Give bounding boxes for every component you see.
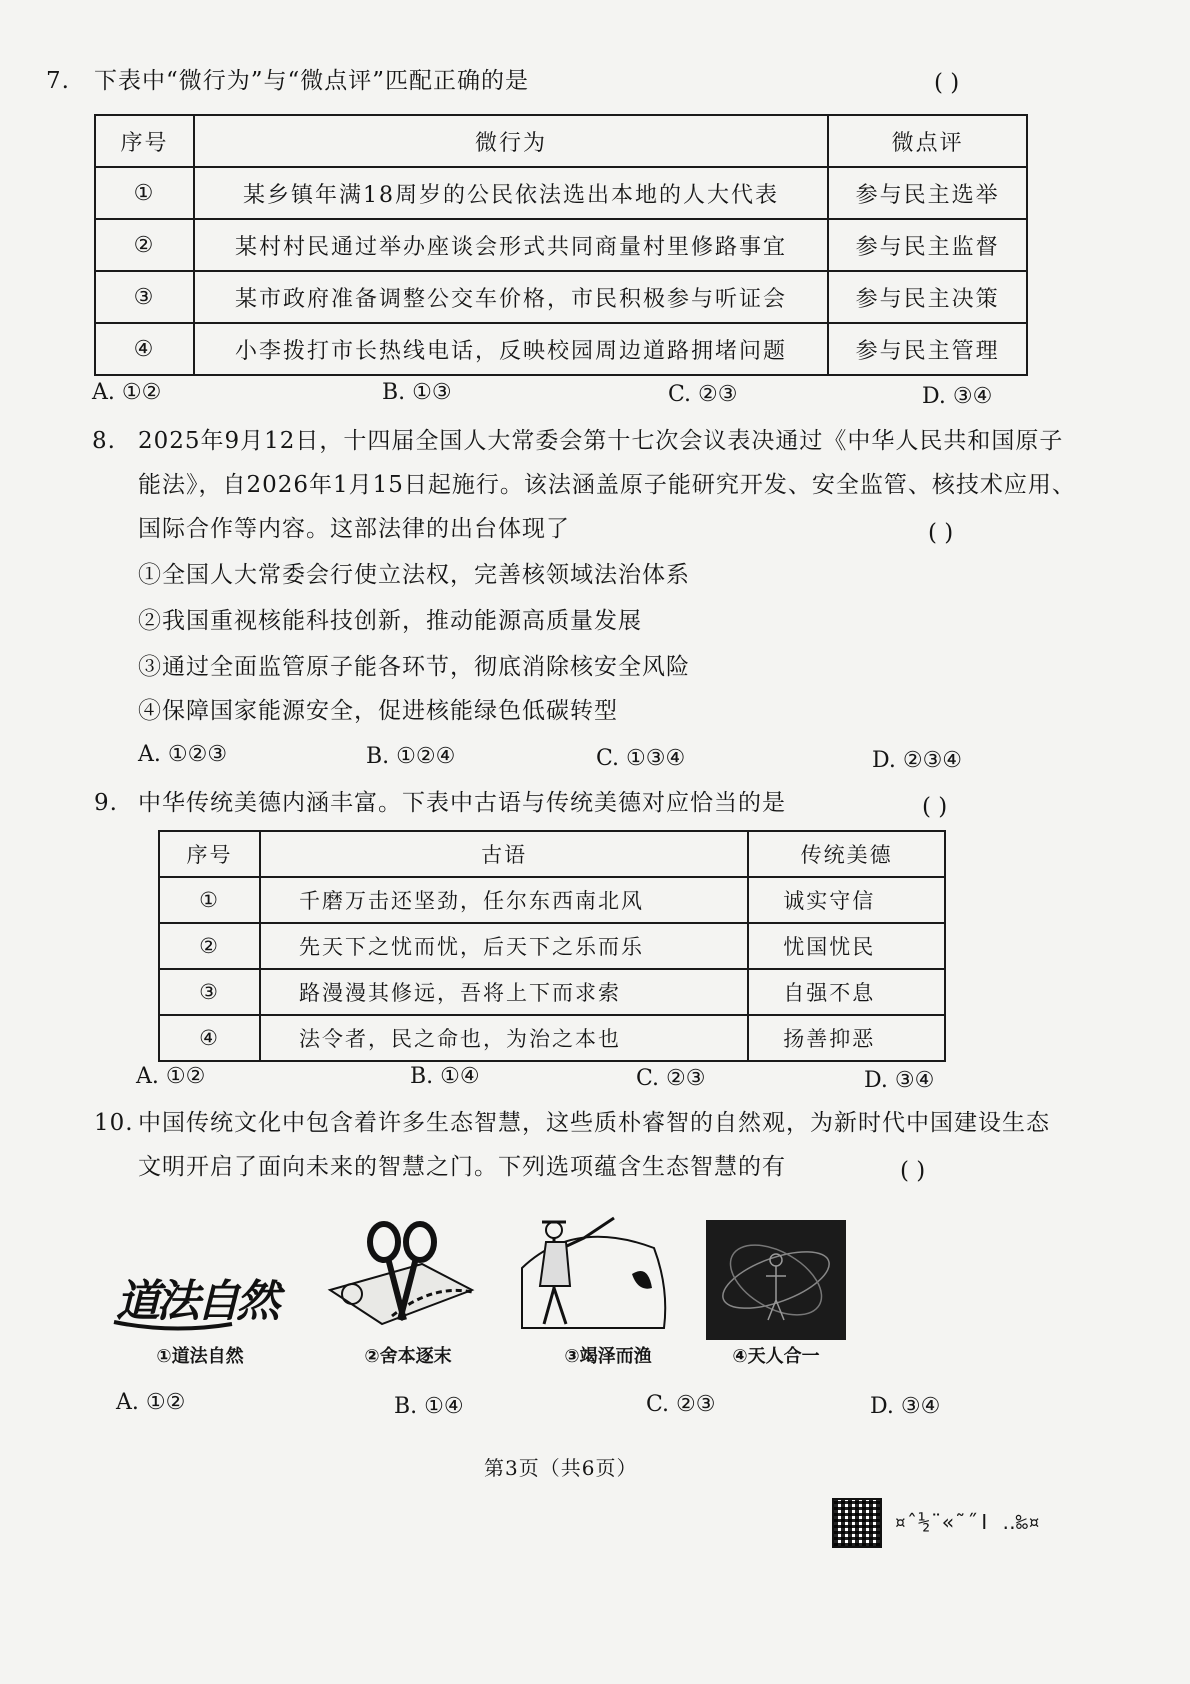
q8-statement-2: ②我国重视核能科技创新，推动能源高质量发展 — [138, 608, 642, 634]
q10-answer-paren: ( ) — [900, 1158, 926, 1184]
figure-dark-square-image — [706, 1220, 846, 1340]
table-cell: ④ — [95, 323, 194, 375]
q7-answer-paren: ( ) — [934, 70, 960, 96]
table-header-cell: 微点评 — [828, 115, 1027, 167]
figure-caption-2: ②舍本逐末 — [364, 1346, 452, 1367]
q8-option-a[interactable]: A. ①②③ — [138, 742, 228, 767]
table-cell: 参与民主决策 — [828, 271, 1027, 323]
table-cell: 扬善抑恶 — [748, 1015, 945, 1061]
q7-table — [94, 114, 1028, 376]
table-cell: 法令者，民之命也，为治之本也 — [260, 1015, 748, 1061]
table-row — [159, 923, 945, 969]
table-header-row — [159, 831, 945, 877]
q8-statement-1: ①全国人大常委会行使立法权，完善核领域法治体系 — [138, 562, 690, 588]
table-cell: 自强不息 — [748, 969, 945, 1015]
q9-option-c[interactable]: C. ②③ — [636, 1066, 706, 1091]
q10-number: 10. — [94, 1110, 134, 1136]
figure-caption-3: ③竭泽而渔 — [564, 1346, 652, 1367]
q9-option-b[interactable]: B. ①④ — [410, 1064, 480, 1089]
table-cell: 路漫漫其修远，吾将上下而求索 — [260, 969, 748, 1015]
figure-fisherman-image — [514, 1208, 674, 1340]
table-row — [159, 969, 945, 1015]
table-cell: ② — [159, 923, 260, 969]
table-cell: 小李拨打市长热线电话，反映校园周边道路拥堵问题 — [194, 323, 828, 375]
q8-number: 8. — [92, 428, 116, 454]
table-header-cell: 微行为 — [194, 115, 828, 167]
table-row — [159, 1015, 945, 1061]
table-cell: 参与民主监督 — [828, 219, 1027, 271]
q9-option-a[interactable]: A. ①② — [136, 1064, 206, 1089]
table-cell: 先天下之忧而忧，后天下之乐而乐 — [260, 923, 748, 969]
table-cell: ③ — [95, 271, 194, 323]
q7-stem: 下表中“微行为”与“微点评”匹配正确的是 — [94, 68, 530, 94]
table-cell: 某乡镇年满18周岁的公民依法选出本地的人大代表 — [194, 167, 828, 219]
calligraphy-image — [112, 1262, 288, 1336]
cosmos-image — [706, 1220, 846, 1340]
figure-scissors-image — [322, 1220, 482, 1340]
table-cell: 千磨万击还坚劲，任尔东西南北风 — [260, 877, 748, 923]
q10-option-a[interactable]: A. ①② — [116, 1390, 186, 1415]
table-cell: 参与民主选举 — [828, 167, 1027, 219]
q8-option-b[interactable]: B. ①②④ — [366, 744, 456, 769]
q8-option-c[interactable]: C. ①③④ — [596, 746, 686, 771]
table-cell: ③ — [159, 969, 260, 1015]
q7-option-d[interactable]: D. ③④ — [922, 384, 993, 409]
q7-number: 7. — [46, 68, 70, 94]
q9-number: 9. — [94, 790, 118, 816]
q10-option-d[interactable]: D. ③④ — [870, 1394, 941, 1419]
table-header-cell: 序号 — [95, 115, 194, 167]
table-header-row — [95, 115, 1027, 167]
table-cell: ① — [159, 877, 260, 923]
q8-stem-line-3: 国际合作等内容。这部法律的出台体现了 — [138, 516, 570, 542]
figure-caption-1: ①道法自然 — [156, 1346, 244, 1367]
calligraphy-text: 道法自然 — [116, 1276, 276, 1327]
q8-option-d[interactable]: D. ②③④ — [872, 748, 963, 773]
q9-stem: 中华传统美德内涵丰富。下表中古语与传统美德对应恰当的是 — [138, 790, 786, 816]
q9-table — [158, 830, 946, 1062]
q8-statement-3: ③通过全面监管原子能各环节，彻底消除核安全风险 — [138, 654, 690, 680]
figure-calligraphy-image — [112, 1262, 288, 1336]
table-cell: 诚实守信 — [748, 877, 945, 923]
table-header-cell: 序号 — [159, 831, 260, 877]
q8-stem-line-1: 2025年9月12日，十四届全国人大常委会第十七次会议表决通过《中华人民共和国原子 — [138, 428, 1064, 454]
qr-code-icon — [832, 1498, 882, 1548]
table-row — [95, 323, 1027, 375]
scissors-image — [322, 1220, 482, 1340]
table-cell: ④ — [159, 1015, 260, 1061]
table-cell: ① — [95, 167, 194, 219]
fisherman-image — [514, 1208, 674, 1340]
page-footer: 第3页（共6页） — [484, 1456, 638, 1480]
table-cell: 忧国忧民 — [748, 923, 945, 969]
table-cell: 某村村民通过举办座谈会形式共同商量村里修路事宜 — [194, 219, 828, 271]
table-row — [95, 271, 1027, 323]
q7-option-b[interactable]: B. ①③ — [382, 380, 452, 405]
q10-stem-line-1: 中国传统文化中包含着许多生态智慧，这些质朴睿智的自然观，为新时代中国建设生态 — [138, 1110, 1050, 1136]
table-row — [95, 219, 1027, 271]
table-cell: 参与民主管理 — [828, 323, 1027, 375]
corner-text: ¤ˆ½¨«˜˝ǀ ‥‰¤ — [894, 1510, 1040, 1534]
q8-stem-line-2: 能法》，自2026年1月15日起施行。该法涵盖原子能研究开发、安全监管、核技术应用、 — [138, 472, 1076, 498]
q8-answer-paren: ( ) — [928, 520, 954, 546]
table-row — [159, 877, 945, 923]
q7-option-a[interactable]: A. ①② — [92, 380, 162, 405]
table-cell: 某市政府准备调整公交车价格，市民积极参与听证会 — [194, 271, 828, 323]
q7-option-c[interactable]: C. ②③ — [668, 382, 738, 407]
table-header-cell: 古语 — [260, 831, 748, 877]
q9-answer-paren: ( ) — [922, 794, 948, 820]
q9-option-d[interactable]: D. ③④ — [864, 1068, 935, 1093]
table-header-cell: 传统美德 — [748, 831, 945, 877]
q8-statement-4: ④保障国家能源安全，促进核能绿色低碳转型 — [138, 698, 618, 724]
figure-caption-4: ④天人合一 — [732, 1346, 820, 1367]
q10-option-b[interactable]: B. ①④ — [394, 1394, 464, 1419]
table-row — [95, 167, 1027, 219]
table-cell: ② — [95, 219, 194, 271]
q10-option-c[interactable]: C. ②③ — [646, 1392, 716, 1417]
q10-stem-line-2: 文明开启了面向未来的智慧之门。下列选项蕴含生态智慧的有 — [138, 1154, 786, 1180]
